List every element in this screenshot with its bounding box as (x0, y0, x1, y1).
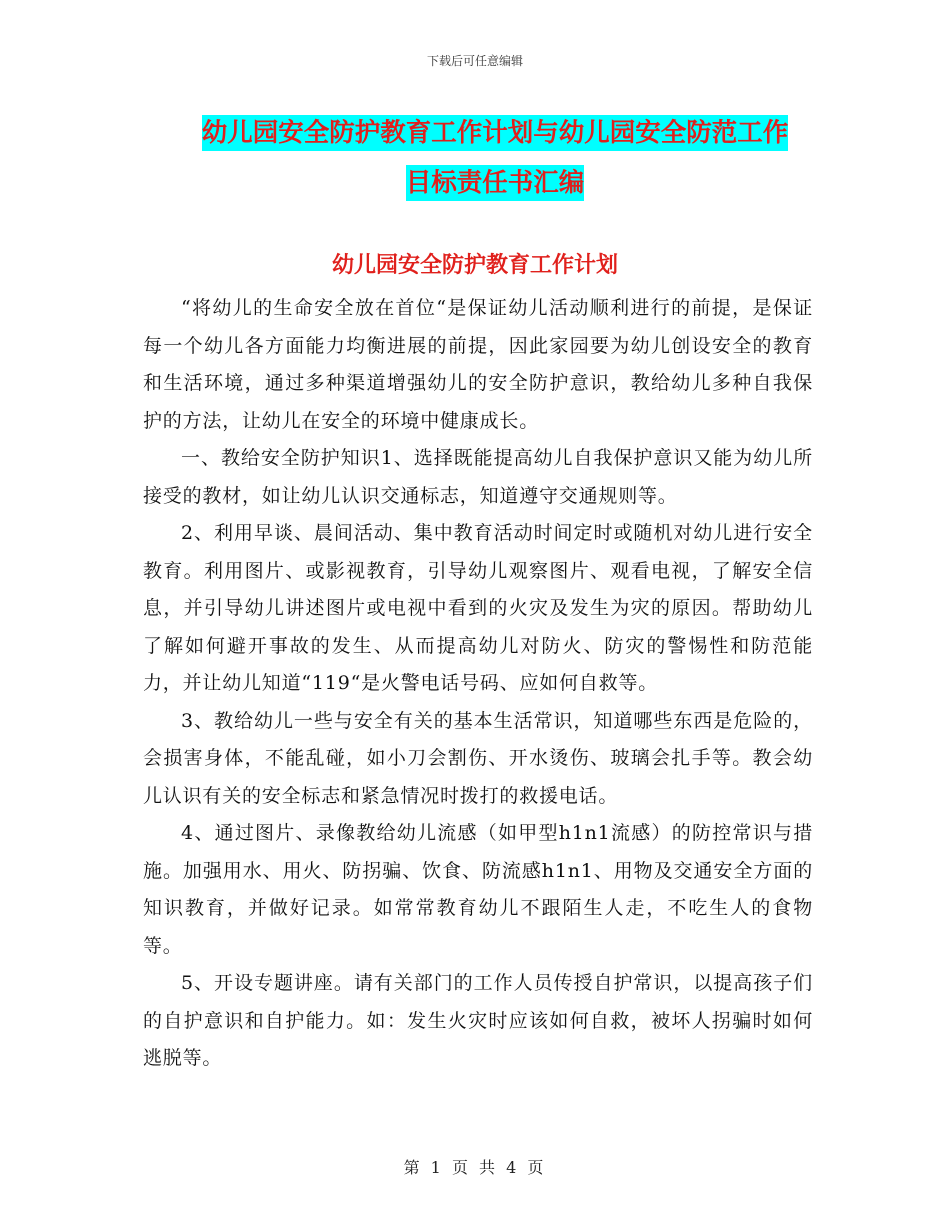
paragraph-1: 一、教给安全防护知识1、选择既能提高幼儿自我保护意识又能为幼儿所接受的教材，如让幼儿认识交通标志，知道遵守交通规则等。 (143, 447, 813, 507)
page-footer: 第 1 页 共 4 页 (403, 1158, 547, 1177)
header-note: 下载后可任意编辑 (426, 54, 523, 68)
title-line-1: 幼儿园安全防护教育工作计划与幼儿园安全防范工作 (202, 115, 789, 151)
document-title (150, 108, 840, 208)
section-title: 幼儿园安全防护教育工作计划 (331, 252, 618, 278)
paragraph-4: 4、通过图片、录像教给幼儿流感（如甲型h1n1流感）的防控常识与措施。加强用水、用火、防拐骗、饮食、防流感h1n1、用物及交通安全方面的知识教育，并做好记录。如常常教育幼儿不跟陌生人走，不吃生人的食物等。 (143, 822, 813, 957)
document-body (143, 290, 813, 1078)
paragraph-3: 3、教给幼儿一些与安全有关的基本生活常识，知道哪些东西是危险的，会损害身体，不能乱碰，如小刀会割伤、开水烫伤、玻璃会扎手等。教会幼儿认识有关的安全标志和紧急情况时拨打的救援电话。 (143, 709, 813, 807)
paragraph-5: 5、开设专题讲座。请有关部门的工作人员传授自护常识，以提高孩子们的自护意识和自护能力。如：发生火灾时应该如何自救，被坏人拐骗时如何逃脱等。 (143, 972, 813, 1069)
title-line-2: 目标责任书汇编 (406, 165, 585, 201)
paragraph-intro: “将幼儿的生命安全放在首位“是保证幼儿活动顺利进行的前提，是保证每一个幼儿各方面能力均衡进展的前提，因此家园要为幼儿创设安全的教育和生活环境，通过多种渠道增强幼儿的安全防护意识，教给幼儿多种自我保护的方法，让幼儿在安全的环境中健康成长。 (143, 297, 813, 432)
paragraph-2: 2、利用早谈、晨间活动、集中教育活动时间定时或随机对幼儿进行安全教育。利用图片、或影视教育，引导幼儿观察图片、观看电视，了解安全信息，并引导幼儿讲述图片或电视中看到的火灾及发生为灾的原因。帮助幼儿了解如何避开事故的发生、从而提高幼儿对防火、防灾的警惕性和防范能力，并让幼儿知道“119“是火警电话号码、应如何自救等。 (143, 522, 813, 694)
